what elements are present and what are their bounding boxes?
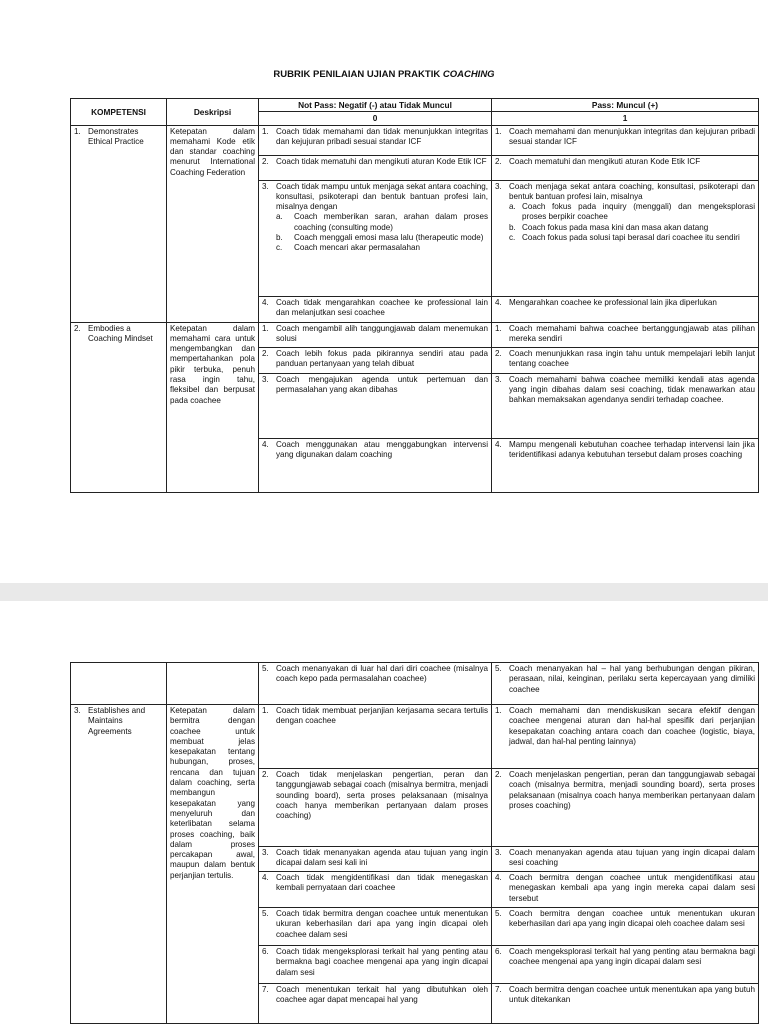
header-score-1: 1 xyxy=(492,112,759,125)
not-pass-item: 3. Coach tidak mampu untuk menjaga sekat antara coaching, konsultasi, psikoterapi dan bentuk bantuan profesi lain, misalnya dengan a. Coach memberikan saran, arahan dalam proses coaching (consulting mode) b. Coach menggali emosi masa lalu (therapeutic mode) c. Coach mencari akar permasalahan xyxy=(259,180,492,296)
pass-item: 4. Mampu mengenali kebutuhan coachee terhadap intervensi lain jika teridentifikasi adanya kebutuhan tersebut dalam proses coaching xyxy=(492,438,759,492)
competency-cell: 1. Demonstrates Ethical Practice xyxy=(71,125,167,322)
pass-item: 2. Coach menjelaskan pengertian, peran dan tanggungjawab sebagai coach (misalnya bermitra, menjadi sounding board), serta proses pelaksanaan (misalnya coach hanya memberikan pertanyaan dalam proses coaching) xyxy=(492,769,759,847)
competency-cell-empty xyxy=(71,663,167,705)
description-cell-empty xyxy=(167,663,259,705)
pass-item: 5. Coach menanyakan hal – hal yang berhubungan dengan pikiran, perasaan, nilai, keinginan, perilaku serta kepercayaan yang dimiliki coachee xyxy=(492,663,759,705)
description-cell: Ketepatan dalam memahami Kode etik dan standar coaching menurut International Coaching Federation xyxy=(167,125,259,322)
pass-item: 5. Coach bermitra dengan coachee untuk menentukan ukuran keberhasilan dari apa yang ingin dicapai oleh coachee dalam sesi xyxy=(492,908,759,946)
document-title: RUBRIK PENILAIAN UJIAN PRAKTIK COACHING xyxy=(273,69,495,80)
not-pass-item: 2. Coach lebih fokus pada pikirannya sendiri atau pada panduan pertanyaan yang telah dibuat xyxy=(259,347,492,373)
pass-item: 1. Coach memahami dan menunjukkan integritas dan kejujuran pribadi sesuai standar ICF xyxy=(492,125,759,155)
header-score-0: 0 xyxy=(259,112,492,125)
pass-item: 3. Coach menjaga sekat antara coaching, konsultasi, psikoterapi dan bentuk bantuan profesi lain, misalnya a. Coach fokus pada inquiry (menggali) dan mengeksplorasi proses berpikir coachee b. Coach fokus pada masa kini dan masa akan datang c. Coach fokus pada solusi tapi berasal dari coachee itu sendiri xyxy=(492,180,759,296)
not-pass-item: 1. Coach tidak membuat perjanjian kerjasama secara tertulis dengan coachee xyxy=(259,705,492,769)
competency-cell: 2. Embodies a Coaching Mindset xyxy=(71,322,167,492)
rubric-table xyxy=(70,98,759,493)
not-pass-item: 1. Coach mengambil alih tanggungjawab dalam menemukan solusi xyxy=(259,322,492,347)
header-not-pass: Not Pass: Negatif (-) atau Tidak Muncul xyxy=(259,99,492,112)
not-pass-item: 1. Coach tidak memahami dan tidak menunjukkan integritas dan kejujuran pribadi sesuai standar ICF xyxy=(259,125,492,155)
not-pass-item: 2. Coach tidak menjelaskan pengertian, peran dan tanggungjawab sebagai coach (misalnya bermitra, menjadi sounding board), serta proses pelaksanaan (misalnya coach hanya memberikan pertanyaan dalam proses coaching) xyxy=(259,769,492,847)
not-pass-item: 4. Coach tidak mengarahkan coachee ke professional lain dan melanjutkan sesi coachee xyxy=(259,296,492,322)
pass-item: 2. Coach menunjukkan rasa ingin tahu untuk mempelajari lebih lanjut tentang coachee xyxy=(492,347,759,373)
not-pass-item: 2. Coach tidak mematuhi dan mengikuti aturan Kode Etik ICF xyxy=(259,155,492,180)
not-pass-item: 5. Coach menanyakan di luar hal dari diri coachee (misalnya coach kepo pada permasalahan coachee) xyxy=(259,663,492,705)
pass-item: 3. Coach menanyakan agenda atau tujuan yang ingin dicapai dalam sesi coaching xyxy=(492,847,759,872)
pass-item: 4. Mengarahkan coachee ke professional lain jika diperlukan xyxy=(492,296,759,322)
not-pass-item: 4. Coach tidak mengidentifikasi dan tidak menegaskan kembali pernyataan dari coachee xyxy=(259,872,492,908)
header-pass: Pass: Muncul (+) xyxy=(492,99,759,112)
description-cell: Ketepatan dalam memahami cara untuk mengembangkan dan mempertahankan pola pikir terbuka, penuh rasa ingin tahu, fleksibel dan berpusat pada coachee xyxy=(167,322,259,492)
pass-item: 3. Coach memahami bahwa coachee memiliki kendali atas agenda yang ingin dibahas dalam sesi coaching, tidak menawarkan atau bahkan memaksakan agendanya sendiri terhadap coachee. xyxy=(492,373,759,438)
rubric-table-continued xyxy=(70,662,759,1024)
pass-item: 4. Coach bermitra dengan coachee untuk mengidentifikasi atau menegaskan kembali apa yang ingin mereka capai dalam sesi tersebut xyxy=(492,872,759,908)
competency-cell: 3. Establishes and Maintains Agreements xyxy=(71,705,167,1024)
pass-item: 1. Coach memahami dan mendiskusikan secara efektif dengan coachee mengenai aturan dan hal-hal spesifik dari perjanjian kesepakatan coaching antara coach dan coachee (logistic, biaya, jadwal, dan hal-hal penting lainnya) xyxy=(492,705,759,769)
description-cell: Ketepatan dalam bermitra dengan coachee untuk membuat jelas kesepakatan tentang hubungan, proses, rencana dan tujuan dalam coaching, serta membangun kesepakatan yang menyeluruh dan keterlibatan selama proses coaching, baik dalam proses percakapan awal, maupun dalam bentuk perjanjian tertulis. xyxy=(167,705,259,1024)
pass-item: 6. Coach mengeksplorasi terkait hal yang penting atau bermakna bagi coachee mengenai apa yang ingin dicapai dalam sesi xyxy=(492,946,759,984)
not-pass-item: 6. Coach tidak mengeksplorasi terkait hal yang penting atau bermakna bagi coachee mengenai apa yang ingin dicapai dalam sesi xyxy=(259,946,492,984)
header-deskripsi: Deskripsi xyxy=(167,99,259,126)
not-pass-item: 5. Coach tidak bermitra dengan coachee untuk menentukan ukuran keberhasilan dari apa yang ingin dicapai oleh coachee dalam sesi xyxy=(259,908,492,946)
not-pass-item: 7. Coach menentukan terkait hal yang dibutuhkan oleh coachee agar dapat mencapai hal yang xyxy=(259,984,492,1024)
header-kompetensi: KOMPETENSI xyxy=(71,99,167,126)
not-pass-item: 4. Coach menggunakan atau menggabungkan intervensi yang digunakan dalam coaching xyxy=(259,438,492,492)
pass-item: 1. Coach memahami bahwa coachee bertanggungjawab atas pilihan mereka sendiri xyxy=(492,322,759,347)
document-page-2 xyxy=(0,601,768,1024)
pass-item: 2. Coach mematuhi dan mengikuti aturan Kode Etik ICF xyxy=(492,155,759,180)
pass-item: 7. Coach bermitra dengan coachee untuk menentukan apa yang butuh untuk ditekankan xyxy=(492,984,759,1024)
not-pass-item: 3. Coach mengajukan agenda untuk pertemuan dan permasalahan yang akan dibahas xyxy=(259,373,492,438)
not-pass-item: 3. Coach tidak menanyakan agenda atau tujuan yang ingin dicapai dalam sesi kali ini xyxy=(259,847,492,872)
